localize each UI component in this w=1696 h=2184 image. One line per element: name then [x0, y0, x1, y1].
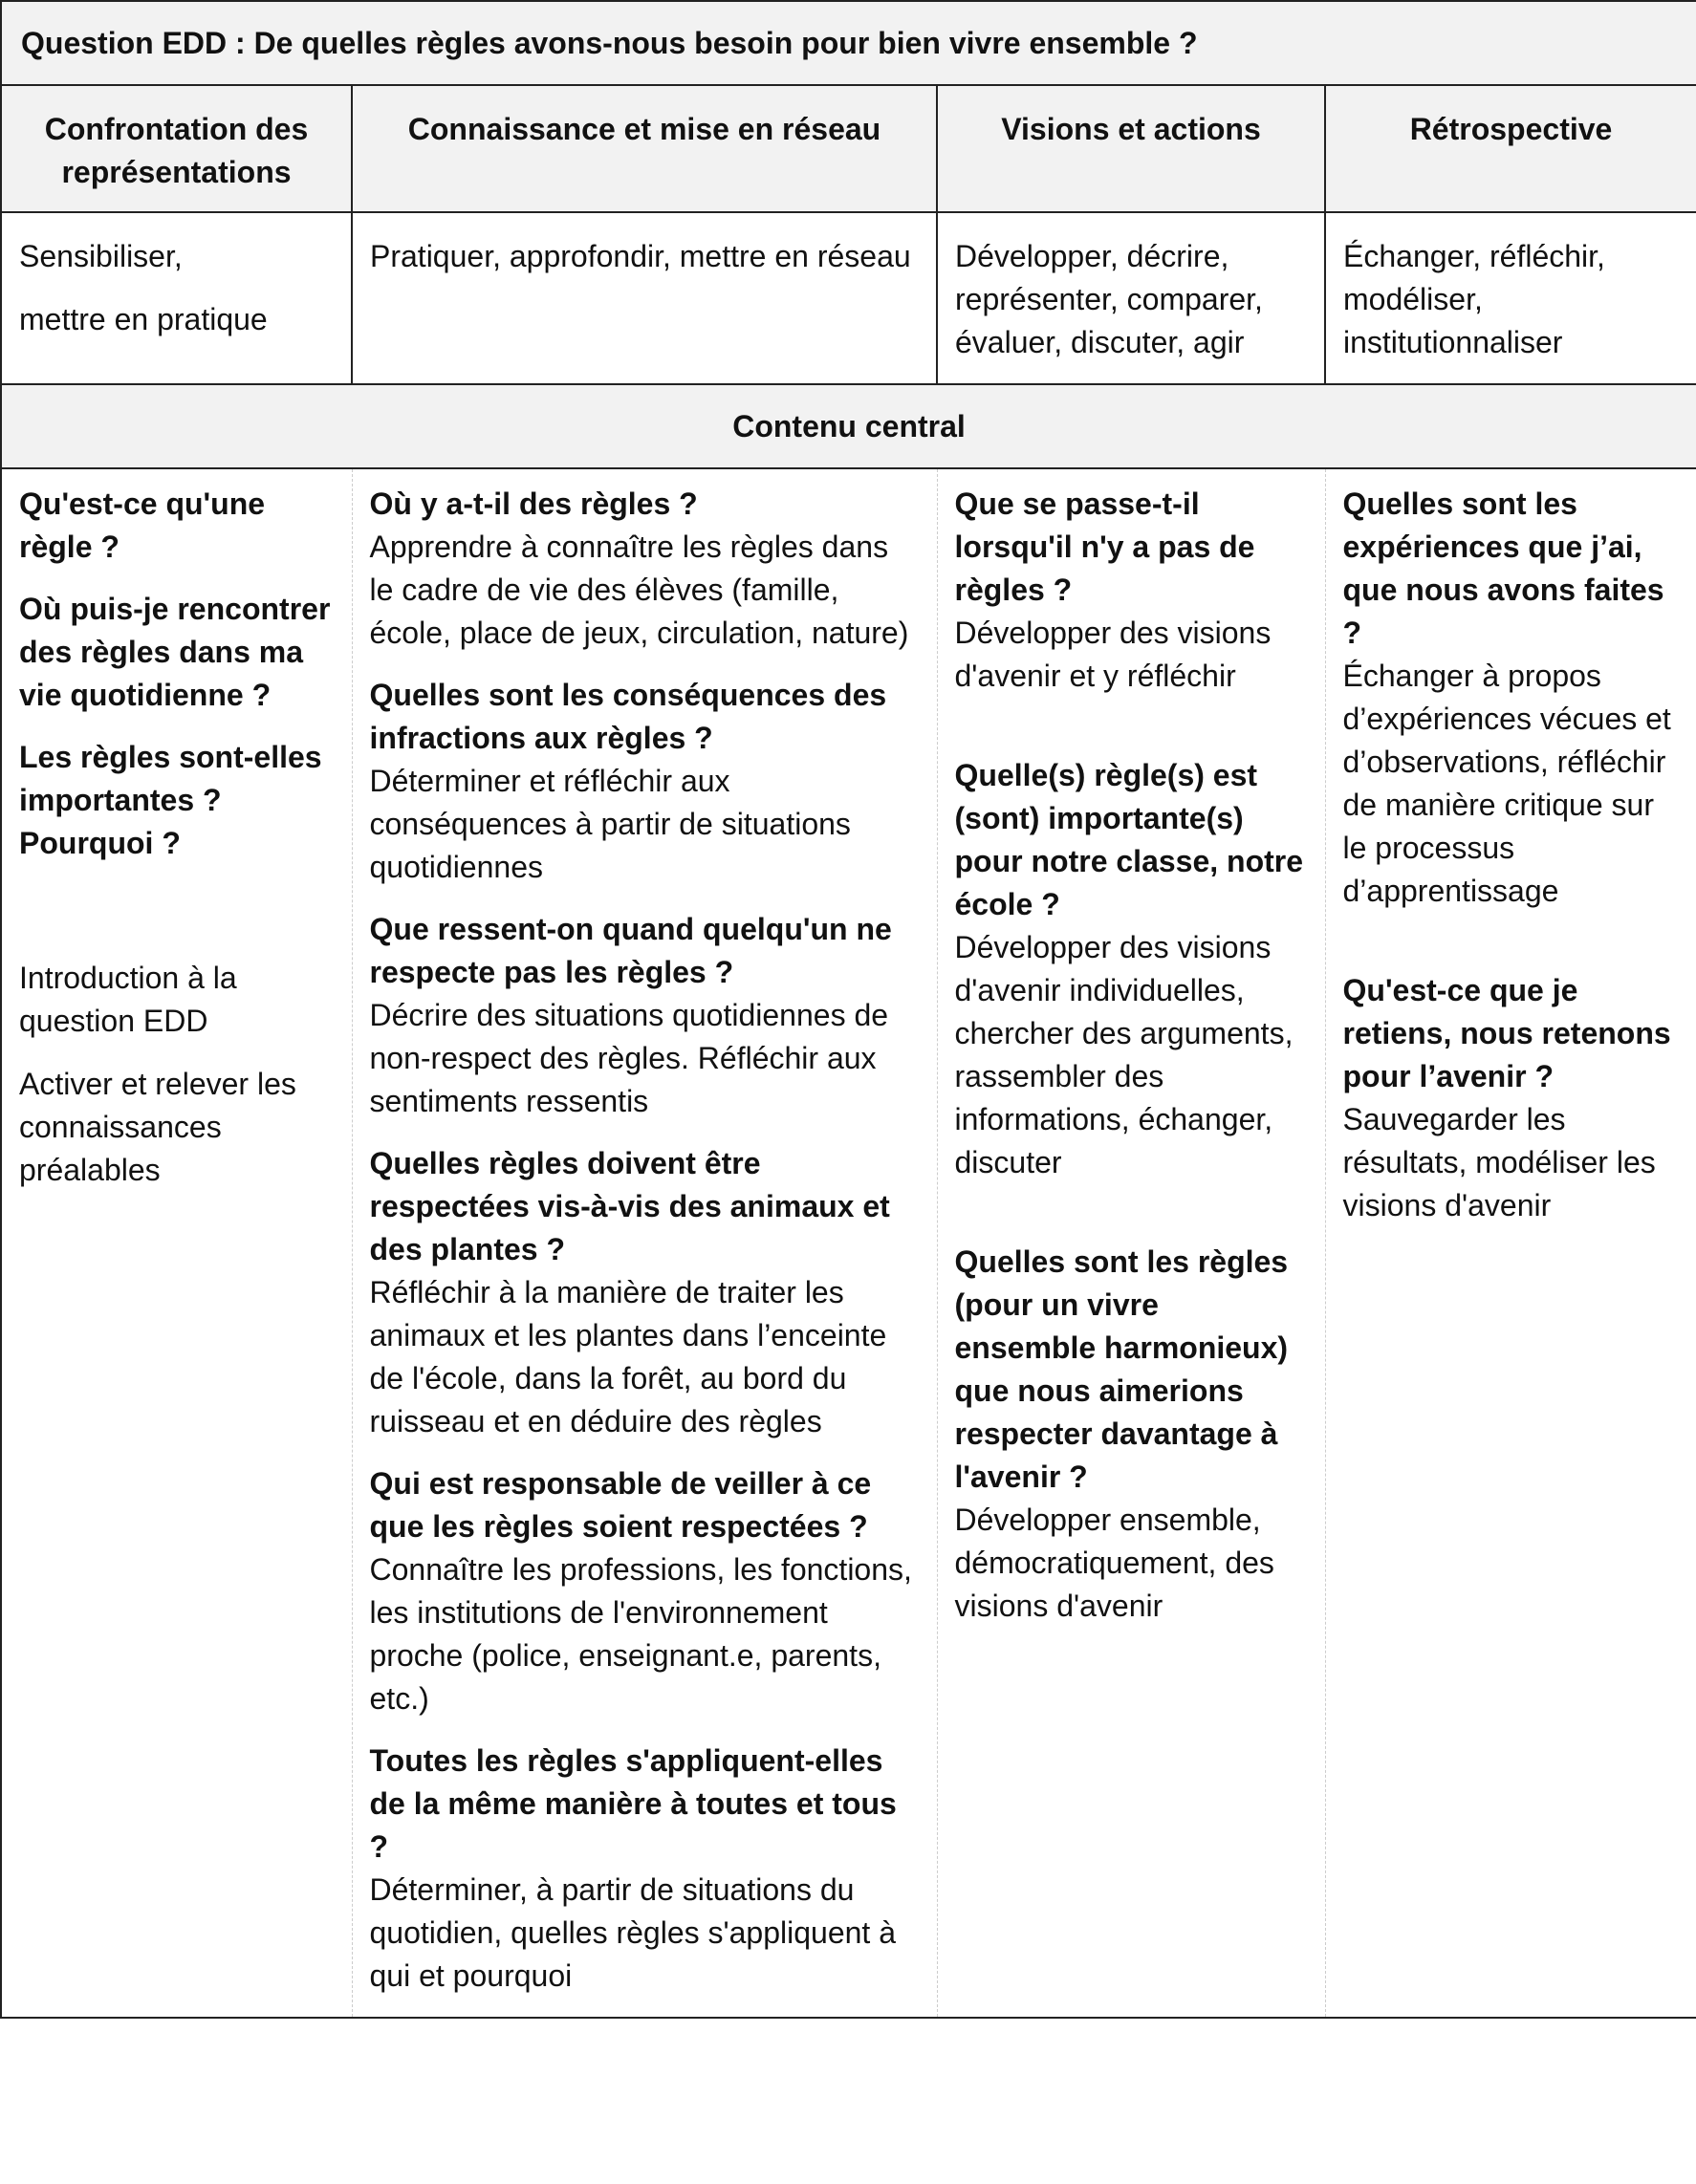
table-title: Question EDD : De quelles règles avons-nous besoin pour bien vivre ensemble ? [1, 1, 1696, 85]
activity-description: Développer ensemble, démocratiquement, des visions d'avenir [954, 1503, 1274, 1623]
activity-description: Décrire des situations quotidiennes de non-respect des règles. Réfléchir aux sentiments ressentis [369, 998, 889, 1118]
activity-description: Développer des visions d'avenir et y réfléchir [954, 616, 1272, 693]
content-block [370, 483, 920, 655]
phase-heading-row [1, 85, 1696, 212]
content-block [955, 754, 1308, 1184]
title-row [1, 1, 1696, 85]
phase-verbs-retrospective: Échanger, réfléchir, modéliser, institutionnaliser [1325, 212, 1696, 384]
activity-description: Réfléchir à la manière de traiter les animaux et les plantes dans l’enceinte de l'école, dans la forêt, au bord du ruisseau et en déduire des règles [369, 1275, 887, 1438]
central-content-heading: Contenu central [1, 384, 1696, 468]
guiding-question: Que ressent-on quand quelqu'un ne respecte pas les règles ? [369, 912, 892, 989]
activity-description: Connaître les professions, les fonctions, les institutions de l'environnement proche (police, enseignant.e, parents, etc.) [369, 1552, 912, 1716]
central-heading-row [1, 384, 1696, 468]
content-column-visions [937, 468, 1325, 2018]
content-block [1343, 969, 1680, 1227]
content-column-connaissance [352, 468, 937, 2018]
guiding-question: Où y a-t-il des règles ? [369, 487, 698, 521]
guiding-question: Qui est responsable de veiller à ce que les règles soient respectées ? [369, 1466, 872, 1544]
guiding-question: Quelles sont les règles (pour un vivre ensemble harmonieux) que nous aimerions respecter davantage à l'avenir ? [954, 1244, 1289, 1494]
activity-description: Déterminer, à partir de situations du quotidien, quelles règles s'appliquent à qui et pourquoi [369, 1872, 896, 1993]
guiding-question: Où puis-je rencontrer des règles dans ma vie quotidienne ? [19, 592, 331, 712]
guiding-question: Toutes les règles s'appliquent-elles de la même manière à toutes et tous ? [369, 1743, 897, 1864]
activity-description: Développer des visions d'avenir individuelles, chercher des arguments, rassembler des informations, échanger, discuter [954, 930, 1294, 1179]
phase-verbs-confrontation [1, 212, 352, 384]
activity-description: Introduction à la question EDD [19, 961, 237, 1038]
phase-heading-visions: Visions et actions [937, 85, 1325, 212]
phase-verbs-connaissance: Pratiquer, approfondir, mettre en réseau [352, 212, 937, 384]
central-content-row [1, 468, 1696, 2018]
content-block [1343, 483, 1680, 913]
verbs-line: Sensibiliser, [19, 239, 183, 273]
phase-heading-confrontation: Confrontation des représentations [1, 85, 352, 212]
activity-description: Apprendre à connaître les règles dans le cadre de vie des élèves (famille, école, place de jeux, circulation, nature) [369, 530, 909, 650]
verbs-line: mettre en pratique [19, 302, 268, 336]
guiding-question: Que se passe-t-il lorsqu'il n'y a pas de règles ? [954, 487, 1255, 607]
guiding-question: Quelles sont les conséquences des infractions aux règles ? [369, 678, 887, 755]
content-block [955, 1241, 1308, 1628]
content-block [370, 1142, 920, 1443]
content-block [955, 483, 1308, 698]
guiding-question: Quelle(s) règle(s) est (sont) importante(s) pour notre classe, notre école ? [954, 758, 1304, 921]
content-column-confrontation [1, 468, 352, 2018]
guiding-question: Qu'est-ce que je retiens, nous retenons pour l’avenir ? [1342, 973, 1671, 1093]
activity-description: Échanger à propos d’expériences vécues et d’observations, réfléchir de manière critique sur le processus d’apprentissage [1342, 659, 1671, 908]
guiding-question: Quelles règles doivent être respectées vis-à-vis des animaux et des plantes ? [369, 1146, 890, 1266]
activity-description: Activer et relever les connaissances préalables [19, 1067, 296, 1187]
content-block [370, 1462, 920, 1720]
guiding-question: Quelles sont les expériences que j’ai, que nous avons faites ? [1342, 487, 1664, 650]
content-column-retrospective [1325, 468, 1696, 2018]
activity-description: Déterminer et réfléchir aux conséquences à partir de situations quotidiennes [369, 764, 851, 884]
activity-description: Sauvegarder les résultats, modéliser les visions d'avenir [1342, 1102, 1656, 1222]
guiding-question: Les règles sont-elles importantes ? Pourquoi ? [19, 740, 322, 860]
phase-heading-connaissance: Connaissance et mise en réseau [352, 85, 937, 212]
phase-verbs-visions: Développer, décrire, représenter, comparer, évaluer, discuter, agir [937, 212, 1325, 384]
guiding-question: Qu'est-ce qu'une règle ? [19, 487, 266, 564]
content-block [370, 674, 920, 889]
phase-verbs-row [1, 212, 1696, 384]
phase-heading-retrospective: Rétrospective [1325, 85, 1696, 212]
content-block [370, 1740, 920, 1998]
content-block [370, 908, 920, 1123]
